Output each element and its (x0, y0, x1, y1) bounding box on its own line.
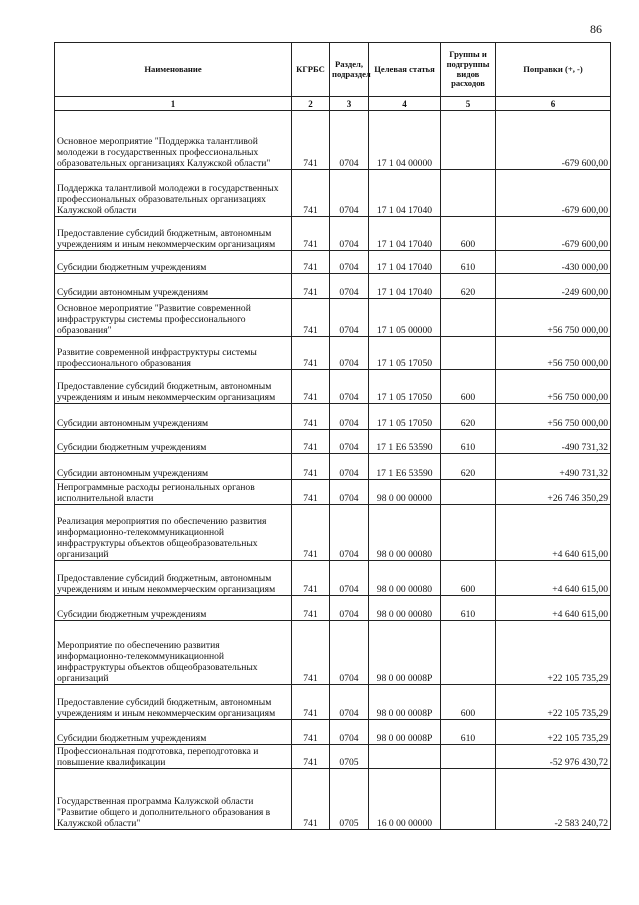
table-row (55, 720, 611, 745)
row-razdel: 0704 (330, 404, 369, 430)
row-kgrbs: 741 (292, 404, 330, 430)
row-amount: +490 731,32 (496, 454, 611, 480)
row-vid: 610 (441, 596, 496, 621)
row-vid: 620 (441, 274, 496, 299)
row-razdel: 0704 (330, 370, 369, 404)
row-razdel: 0704 (330, 299, 369, 337)
row-vid: 600 (441, 685, 496, 720)
row-kgrbs: 741 (292, 720, 330, 745)
row-razdel: 0704 (330, 505, 369, 561)
row-name: Поддержка талантливой молодежи в государственных профессиональных образовательных организациях Калужской области (55, 170, 292, 217)
row-razdel: 0704 (330, 480, 369, 505)
row-vid: 620 (441, 454, 496, 480)
row-celevaya: 16 0 00 00000 (369, 769, 441, 830)
row-celevaya: 17 1 05 17050 (369, 337, 441, 370)
row-amount: -490 731,32 (496, 430, 611, 454)
row-vid (441, 337, 496, 370)
table-row (55, 621, 611, 685)
row-name: Основное мероприятие "Поддержка талантливой молодежи в государственных профессиональных образовательных организациях Калужской области" (55, 111, 292, 170)
row-celevaya: 17 1 04 00000 (369, 111, 441, 170)
row-amount: +56 750 000,00 (496, 404, 611, 430)
row-razdel: 0704 (330, 170, 369, 217)
row-vid (441, 745, 496, 769)
row-amount: +22 105 735,29 (496, 720, 611, 745)
table-row (55, 251, 611, 274)
row-amount: +4 640 615,00 (496, 561, 611, 596)
row-name: Государственная программа Калужской области "Развитие общего и дополнительного образования в Калужской области" (55, 769, 292, 830)
row-celevaya: 17 1 04 17040 (369, 274, 441, 299)
row-celevaya: 98 0 00 0008P (369, 621, 441, 685)
row-celevaya: 98 0 00 00000 (369, 480, 441, 505)
header-name: Наименование (55, 43, 292, 97)
row-razdel: 0704 (330, 685, 369, 720)
table-row (55, 505, 611, 561)
row-name: Субсидии бюджетным учреждениям (55, 251, 292, 274)
page-number: 86 (590, 22, 602, 36)
header-celevaya: Целевая статья (369, 43, 441, 97)
column-number: 5 (441, 97, 496, 111)
row-celevaya: 17 1 E6 53590 (369, 430, 441, 454)
header-kgrbs: КГРБС (292, 43, 330, 97)
row-name: Субсидии бюджетным учреждениям (55, 720, 292, 745)
row-kgrbs: 741 (292, 217, 330, 251)
row-celevaya: 17 1 05 17050 (369, 404, 441, 430)
row-celevaya: 98 0 00 00080 (369, 505, 441, 561)
table-body (55, 111, 611, 830)
row-name: Реализация мероприятия по обеспечению развития информационно-телекоммуникационной инфраструктуры объектов общеобразовательных организаций (55, 505, 292, 561)
row-razdel: 0704 (330, 337, 369, 370)
row-vid: 610 (441, 251, 496, 274)
row-celevaya: 98 0 00 0008P (369, 685, 441, 720)
row-name: Развитие современной инфраструктуры системы профессионального образования (55, 337, 292, 370)
row-razdel: 0705 (330, 769, 369, 830)
row-kgrbs: 741 (292, 274, 330, 299)
row-vid (441, 480, 496, 505)
row-name: Предоставление субсидий бюджетным, автономным учреждениям и иным некоммерческим организациям (55, 685, 292, 720)
row-kgrbs: 741 (292, 337, 330, 370)
row-kgrbs: 741 (292, 111, 330, 170)
row-amount: +4 640 615,00 (496, 596, 611, 621)
row-kgrbs: 741 (292, 769, 330, 830)
row-amount: -430 000,00 (496, 251, 611, 274)
row-amount: -679 600,00 (496, 111, 611, 170)
row-kgrbs: 741 (292, 299, 330, 337)
row-vid: 600 (441, 370, 496, 404)
row-kgrbs: 741 (292, 745, 330, 769)
row-kgrbs: 741 (292, 170, 330, 217)
table-row (55, 769, 611, 830)
row-amount: +56 750 000,00 (496, 370, 611, 404)
row-vid: 600 (441, 561, 496, 596)
row-celevaya: 17 1 04 17040 (369, 170, 441, 217)
row-kgrbs: 741 (292, 621, 330, 685)
row-name: Субсидии автономным учреждениям (55, 404, 292, 430)
row-celevaya: 17 1 04 17040 (369, 217, 441, 251)
table-row (55, 299, 611, 337)
row-razdel: 0704 (330, 274, 369, 299)
row-razdel: 0704 (330, 561, 369, 596)
table-row (55, 430, 611, 454)
budget-table (54, 42, 611, 830)
row-amount: +56 750 000,00 (496, 337, 611, 370)
row-razdel: 0705 (330, 745, 369, 769)
row-amount: -679 600,00 (496, 170, 611, 217)
header-razdel: Раздел, подраздел (330, 43, 369, 97)
row-vid (441, 170, 496, 217)
table-header-row (55, 43, 611, 97)
table-row (55, 685, 611, 720)
row-razdel: 0704 (330, 720, 369, 745)
row-amount: +56 750 000,00 (496, 299, 611, 337)
header-vid: Группы и подгруппы видов расходов (441, 43, 496, 97)
row-vid (441, 111, 496, 170)
row-name: Субсидии автономным учреждениям (55, 454, 292, 480)
row-celevaya: 98 0 00 00080 (369, 596, 441, 621)
row-celevaya (369, 745, 441, 769)
row-name: Предоставление субсидий бюджетным, автономным учреждениям и иным некоммерческим организациям (55, 217, 292, 251)
row-razdel: 0704 (330, 251, 369, 274)
row-kgrbs: 741 (292, 454, 330, 480)
row-razdel: 0704 (330, 596, 369, 621)
column-number-row (55, 97, 611, 111)
row-celevaya: 98 0 00 00080 (369, 561, 441, 596)
row-vid: 600 (441, 217, 496, 251)
row-vid (441, 769, 496, 830)
row-name: Субсидии бюджетным учреждениям (55, 596, 292, 621)
column-number: 6 (496, 97, 611, 111)
row-name: Непрограммные расходы региональных органов исполнительной власти (55, 480, 292, 505)
column-number: 4 (369, 97, 441, 111)
row-vid: 620 (441, 404, 496, 430)
row-razdel: 0704 (330, 217, 369, 251)
row-name: Субсидии автономным учреждениям (55, 274, 292, 299)
header-amount: Поправки (+, -) (496, 43, 611, 97)
row-amount: +22 105 735,29 (496, 685, 611, 720)
row-amount: -249 600,00 (496, 274, 611, 299)
table-row (55, 217, 611, 251)
table-row (55, 370, 611, 404)
row-name: Основное мероприятие "Развитие современной инфраструктуры системы профессионального образования" (55, 299, 292, 337)
table-row (55, 745, 611, 769)
row-kgrbs: 741 (292, 685, 330, 720)
row-razdel: 0704 (330, 111, 369, 170)
row-razdel: 0704 (330, 430, 369, 454)
row-amount: +4 640 615,00 (496, 505, 611, 561)
row-kgrbs: 741 (292, 505, 330, 561)
row-kgrbs: 741 (292, 251, 330, 274)
row-vid (441, 621, 496, 685)
row-celevaya: 17 1 E6 53590 (369, 454, 441, 480)
row-razdel: 0704 (330, 454, 369, 480)
column-number: 2 (292, 97, 330, 111)
row-celevaya: 17 1 04 17040 (369, 251, 441, 274)
row-kgrbs: 741 (292, 596, 330, 621)
column-number: 1 (55, 97, 292, 111)
row-vid (441, 299, 496, 337)
row-vid: 610 (441, 430, 496, 454)
row-amount: -679 600,00 (496, 217, 611, 251)
row-name: Мероприятие по обеспечению развития информационно-телекоммуникационной инфраструктуры объектов общеобразовательных организаций (55, 621, 292, 685)
row-amount: +22 105 735,29 (496, 621, 611, 685)
row-name: Профессиональная подготовка, переподготовка и повышение квалификации (55, 745, 292, 769)
table-row (55, 170, 611, 217)
row-name: Предоставление субсидий бюджетным, автономным учреждениям и иным некоммерческим организациям (55, 370, 292, 404)
row-kgrbs: 741 (292, 480, 330, 505)
table-row (55, 111, 611, 170)
row-amount: +26 746 350,29 (496, 480, 611, 505)
row-vid (441, 505, 496, 561)
row-kgrbs: 741 (292, 561, 330, 596)
row-celevaya: 17 1 05 00000 (369, 299, 441, 337)
column-number: 3 (330, 97, 369, 111)
table-row (55, 404, 611, 430)
table-row (55, 454, 611, 480)
row-kgrbs: 741 (292, 430, 330, 454)
row-celevaya: 98 0 00 0008P (369, 720, 441, 745)
row-amount: -2 583 240,72 (496, 769, 611, 830)
row-name: Предоставление субсидий бюджетным, автономным учреждениям и иным некоммерческим организациям (55, 561, 292, 596)
row-name: Субсидии бюджетным учреждениям (55, 430, 292, 454)
row-vid: 610 (441, 720, 496, 745)
table-row (55, 596, 611, 621)
table-row (55, 561, 611, 596)
row-kgrbs: 741 (292, 370, 330, 404)
table-row (55, 337, 611, 370)
row-celevaya: 17 1 05 17050 (369, 370, 441, 404)
row-razdel: 0704 (330, 621, 369, 685)
table-row (55, 274, 611, 299)
row-amount: -52 976 430,72 (496, 745, 611, 769)
table-row (55, 480, 611, 505)
